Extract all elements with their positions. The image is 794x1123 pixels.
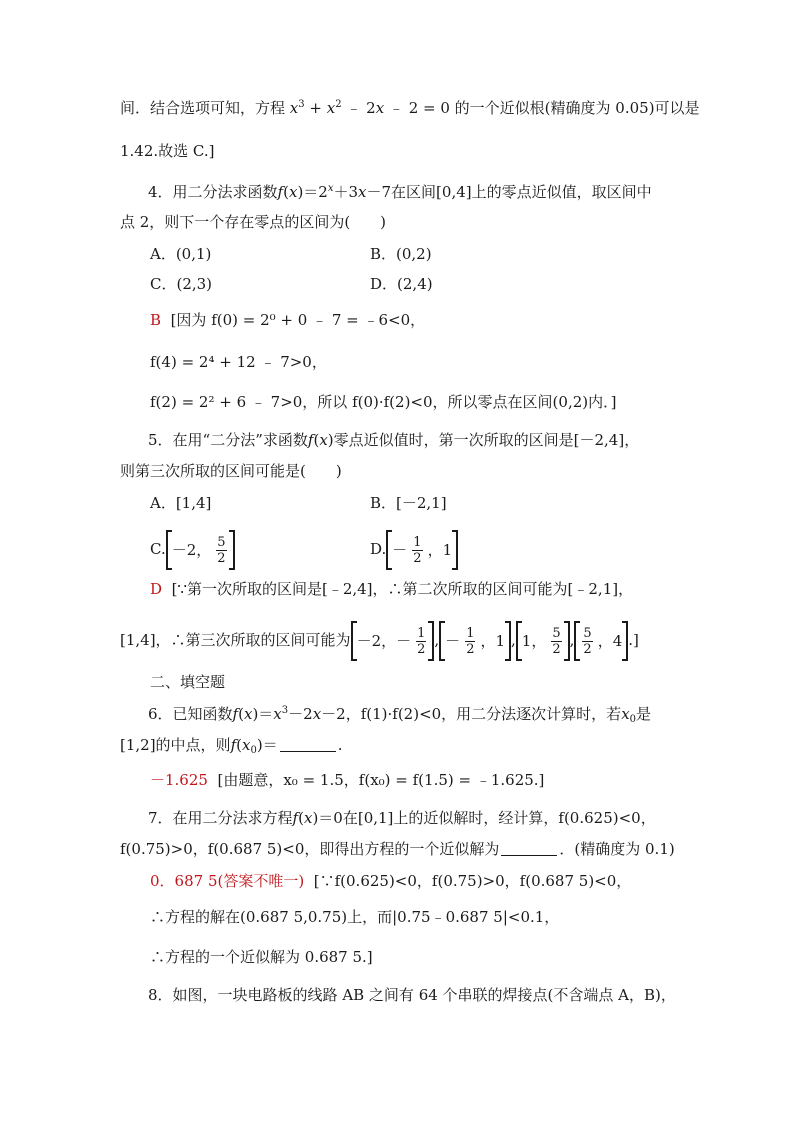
solution-line: f(4) = 2⁴ + 12 ﹣ 7>0，	[150, 353, 327, 371]
option-d: D. － $\frac{1}{2}$ ，1	[370, 527, 458, 571]
interval-bracket: －2， $\frac{5}{2}$	[166, 530, 235, 570]
option-c: C. －2， $\frac{5}{2}$	[150, 527, 235, 571]
question-6-stem-cont: [1,2]的中点，则$f(x_0)=$ .	[120, 736, 343, 756]
answer-line: －1.625 [由题意，x₀ = 1.5，f(x₀) = f(1.5) = ﹣1.625.]	[150, 771, 545, 789]
solution-line: ∴方程的解在(0.687 5,0.75)上，而|0.75﹣0.687 5|<0.1，	[150, 908, 560, 926]
answer-blank	[501, 841, 557, 856]
question-4-stem-cont: 点 2，则下一个存在零点的区间为( )	[120, 213, 387, 231]
equation: $x^3 + x^2$ ﹣ 2x ﹣ 2 = 0	[289, 99, 450, 117]
option-d: D．(2,4)	[370, 275, 433, 293]
answer-line: 0．687 5(答案不唯一) [∵f(0.625)<0，f(0.75)>0，f(0.687 5)<0，	[150, 872, 632, 890]
answer-line: B [因为 f(0) = 2⁰ + 0 ﹣ 7 = ﹣6<0，	[150, 311, 426, 329]
question-8-stem: 8．如图，一块电路板的线路 AB 之间有 64 个串联的焊接点(不含端点 A，B)，	[148, 986, 676, 1004]
paragraph-line: 间．结合选项可知，方程 $x^3 + x^2$ ﹣ 2x ﹣ 2 = 0 的一个近似根(精确度为 0.05)可以是	[120, 99, 700, 117]
option-b: B．[－2,1]	[370, 494, 447, 512]
question-4-stem: 4．用二分法求函数$f(x)=2^x+3x-7$在区间[0,4]上的零点近似值，取区间中	[148, 183, 652, 201]
solution-line: f(2) = 2² + 6 ﹣ 7>0，所以 f(0)·f(2)<0，所以零点在区间(0,2)内．]	[150, 393, 617, 411]
option-a: A．(0,1)	[150, 245, 212, 263]
answer-value: 0．687 5(答案不唯一)	[150, 872, 305, 890]
paragraph-line: 1.42.故选 C.]	[120, 142, 215, 160]
answer-letter: D	[150, 580, 163, 598]
interval-bracket: － $\frac{1}{2}$ ，1	[386, 530, 458, 570]
question-7-stem: 7．在用二分法求方程f(x)＝0在[0,1]上的近似解时，经计算，f(0.625)<0，	[148, 809, 656, 827]
solution-line: ∴方程的一个近似解为 0.687 5.]	[150, 948, 373, 966]
answer-line: D [∵第一次所取的区间是[﹣2,4]，∴第二次所取的区间可能为[﹣2,1]，	[150, 580, 634, 598]
answer-letter: B	[150, 311, 162, 329]
question-5-stem: 5．在用“二分法”求函数f(x)零点近似值时，第一次所取的区间是[－2,4]，	[148, 431, 640, 449]
question-5-stem-cont: 则第三次所取的区间可能是( )	[120, 462, 342, 480]
answer-value: －1.625	[150, 771, 208, 789]
question-6-stem: 6．已知函数$f(x)=x^3-2x-2$，f(1)·f(2)<0，用二分法逐次计算时，若$x_0$是	[148, 705, 652, 725]
answer-blank	[280, 737, 336, 752]
question-7-stem-cont: f(0.75)>0，f(0.687 5)<0，即得出方程的一个近似解为 ．(精确度为 0.1)	[120, 840, 675, 858]
option-c: C．(2,3)	[150, 275, 213, 293]
option-a: A．[1,4]	[150, 494, 212, 512]
option-b: B．(0,2)	[370, 245, 432, 263]
solution-line: [1,4]，∴第三次所取的区间可能为 －2，－ $\frac{1}{2}$ , － $\frac{1}{2}$ ，1 , 1， $\frac{5}{2}$ , $\frac{5}{2}$ ，4 .]	[120, 618, 639, 662]
section-heading: 二、填空题	[150, 673, 226, 691]
